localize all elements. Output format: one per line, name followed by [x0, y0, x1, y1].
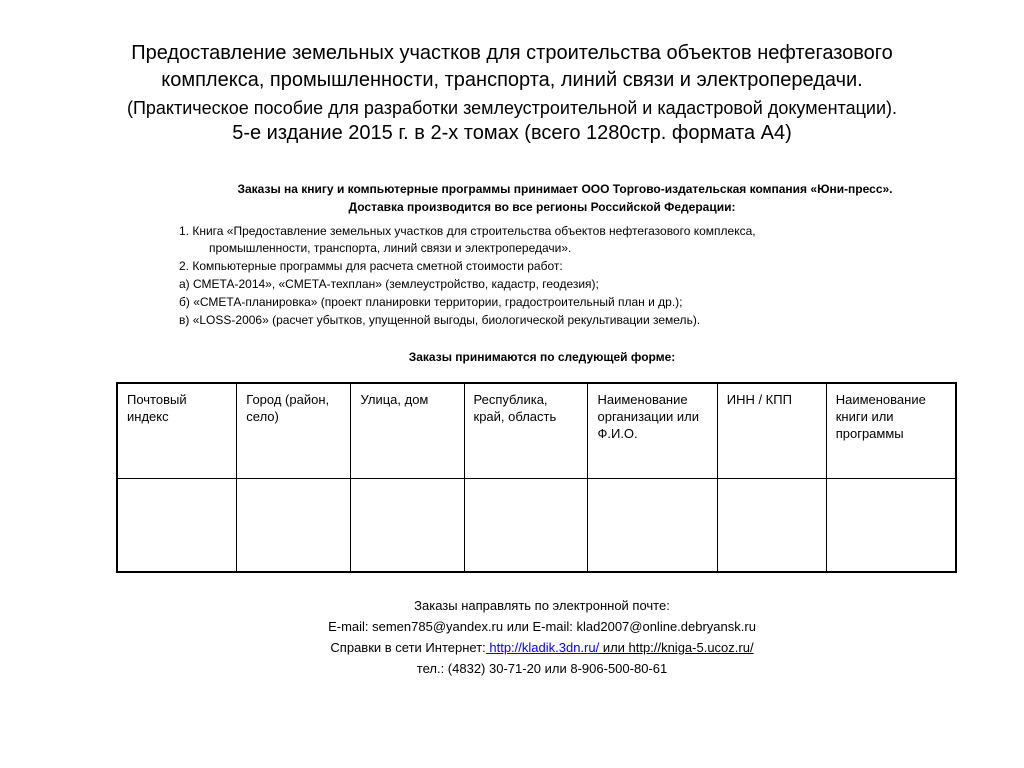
title-line-1: Предоставление земельных участков для строительства объектов нефтегазового: [131, 42, 893, 64]
table-cell: [826, 478, 956, 572]
order-form-table: [116, 382, 957, 573]
table-cell: [237, 478, 351, 572]
list-item-software: 2. Компьютерные программы для расчета сметной стоимости работ:: [179, 259, 563, 273]
web-references: [60, 637, 1024, 658]
kladik-link[interactable]: http://kladik.3dn.ru/: [485, 640, 600, 655]
document-header: [0, 40, 1024, 146]
delivery-line: Доставка производится во все регионы Российской Федерации:: [348, 200, 736, 214]
table-cell: [351, 478, 464, 572]
contacts-block: [0, 595, 1024, 679]
column-header-city: Город (район, село): [237, 383, 351, 478]
list-item-book: [179, 223, 939, 257]
table-row: [117, 478, 956, 572]
list-item-book-line-2: промышленности, транспорта, линий связи и электропередачи».: [209, 241, 572, 255]
email-addresses: E-mail: semen785@yandex.ru или E-mail: klad2007@online.debryansk.ru: [328, 619, 756, 634]
table-cell: [117, 478, 237, 572]
column-header-inn-kpp: ИНН / КПП: [717, 383, 826, 478]
table-cell: [717, 478, 826, 572]
list-item-book-line-1: 1. Книга «Предоставление земельных участков для строительства объектов нефтегазового комплекса,: [179, 224, 756, 238]
orders-info: [0, 180, 1024, 216]
web-prefix: Справки в сети Интернет:: [330, 640, 486, 655]
list-item-a: а) СМЕТА-2014», «СМЕТА-техплан» (землеустройство, кадастр, геодезия);: [179, 277, 599, 291]
kniga-link[interactable]: или http://kniga-5.ucoz.ru/: [599, 640, 754, 655]
table-header-row: [117, 383, 956, 478]
column-header-postal-code: Почтовый индекс: [117, 383, 237, 478]
products-list: [179, 223, 939, 330]
phone-numbers: тел.: (4832) 30-71-20 или 8-906-500-80-61: [416, 661, 668, 676]
email-intro: Заказы направлять по электронной почте:: [414, 598, 670, 613]
table-cell: [588, 478, 717, 572]
subtitle: (Практическое пособие для разработки землеустроительной и кадастровой документации).: [126, 98, 898, 118]
column-header-organization: Наименование организации или Ф.И.О.: [588, 383, 717, 478]
list-item-c: в) «LOSS-2006» (расчет убытков, упущенной выгоды, биологической рекультивации земель).: [179, 313, 701, 327]
title-line-2: комплекса, промышленности, транспорта, линий связи и электропередачи.: [161, 69, 863, 91]
table-cell: [464, 478, 588, 572]
column-header-product: Наименование книги или программы: [826, 383, 956, 478]
orders-line: Заказы на книгу и компьютерные программы принимает ООО Торгово-издательская компания «Юни-пресс».: [237, 182, 893, 196]
form-title: Заказы принимаются по следующей форме:: [408, 350, 676, 364]
list-item-b: б) «СМЕТА-планировка» (проект планировки территории, градостроительный план и др.);: [179, 295, 683, 309]
edition-line: 5-е издание 2015 г. в 2-х томах (всего 1280стр. формата А4): [232, 122, 792, 144]
column-header-street: Улица, дом: [351, 383, 464, 478]
column-header-region: Республика, край, область: [464, 383, 588, 478]
